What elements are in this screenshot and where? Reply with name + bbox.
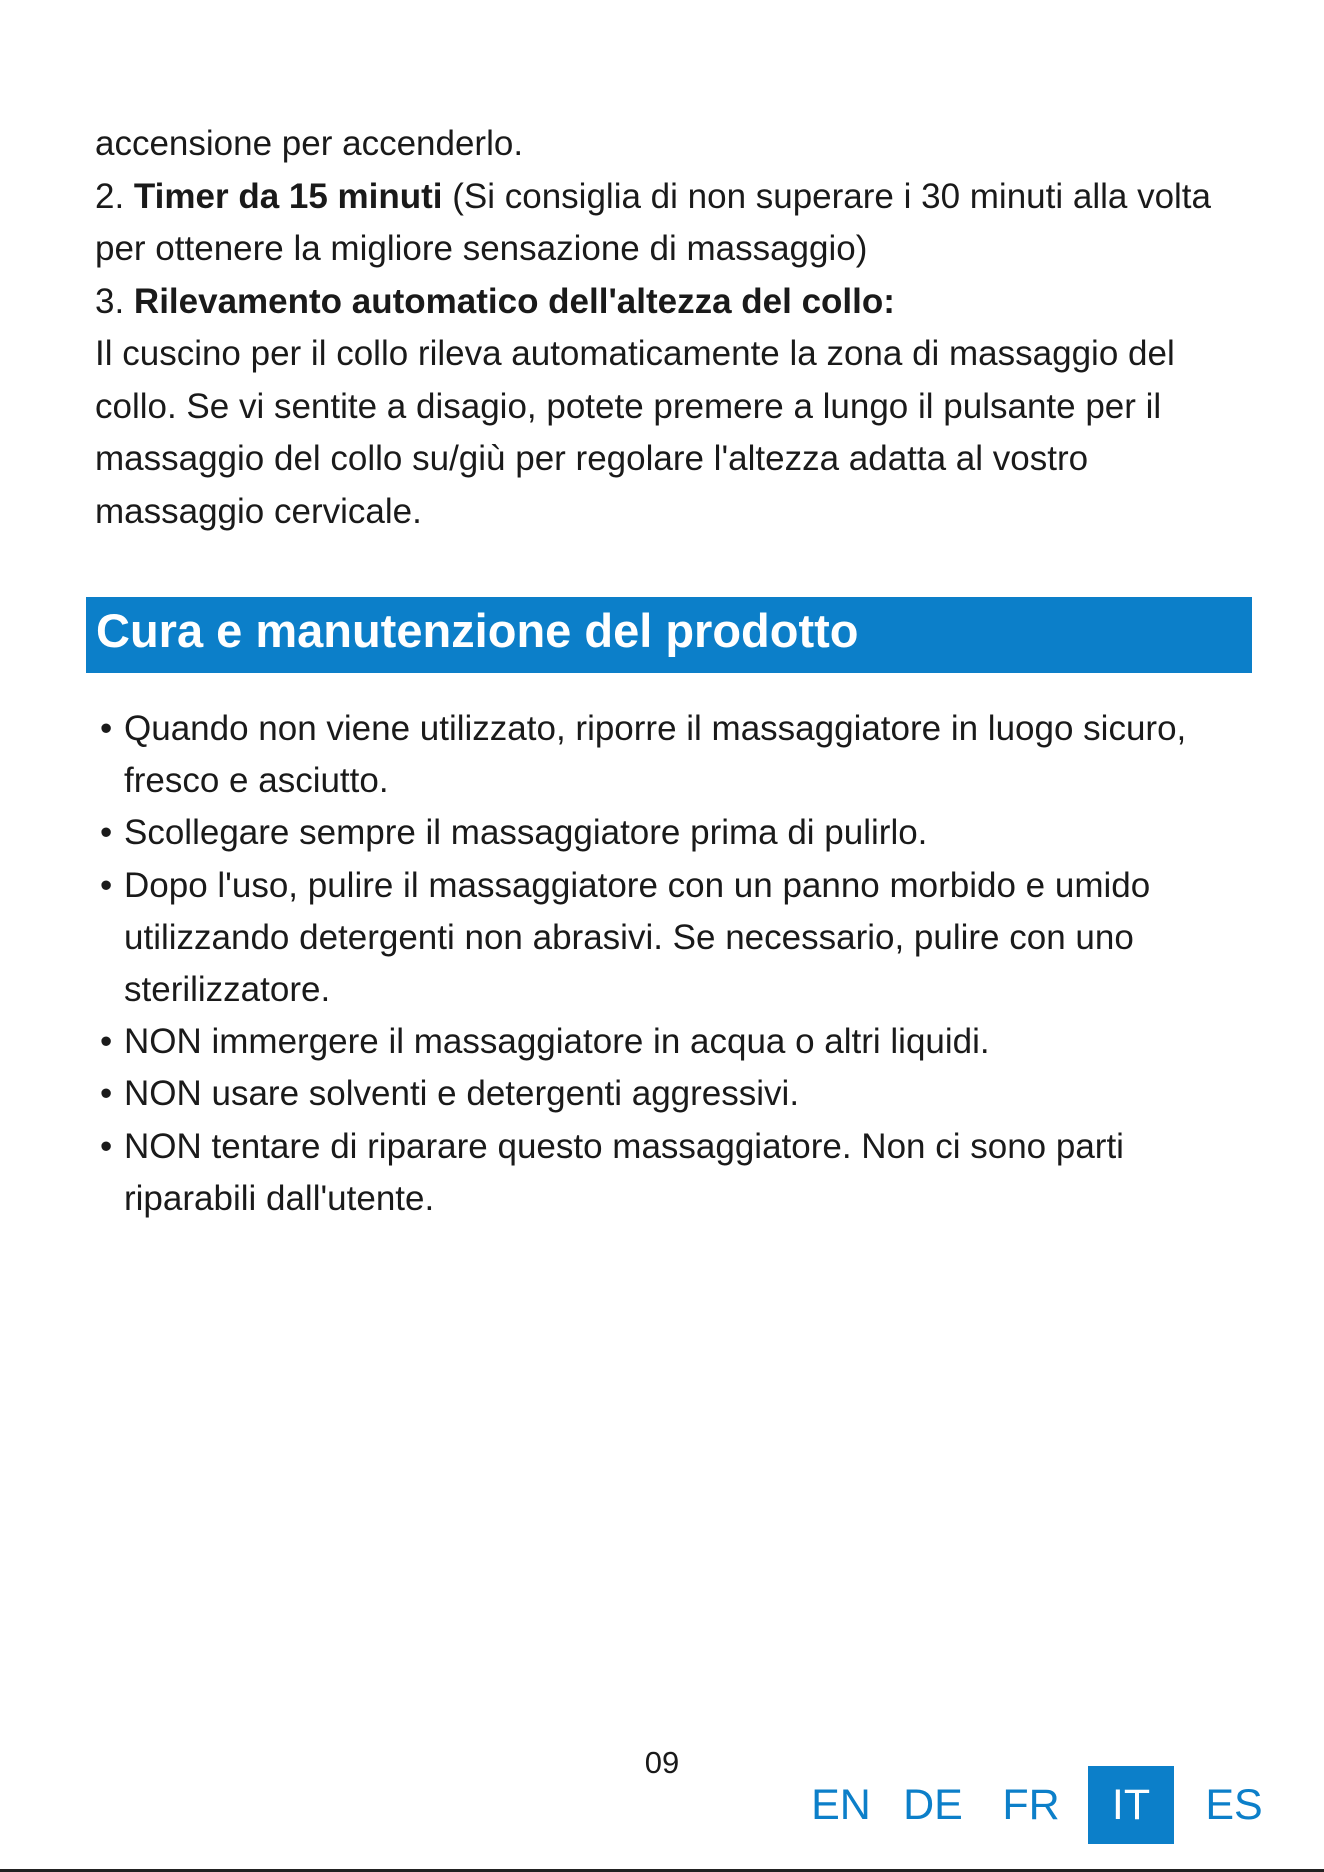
list-item-text: NON usare solventi e detergenti aggressivi. (124, 1074, 800, 1114)
tab-es[interactable]: ES (1205, 1781, 1263, 1829)
tab-de[interactable]: DE (903, 1781, 963, 1829)
list-item-text: Dopo l'uso, pulire il massaggiatore con un panno morbido e umido utilizzando detergenti non abrasivi. Se necessario, pulire con uno sterilizzatore. (124, 865, 1151, 1010)
list-item-text: Quando non viene utilizzato, riporre il massaggiatore in luogo sicuro, fresco e asciutto. (124, 709, 1187, 801)
timer-item (95, 171, 1255, 276)
timer-item-number: 2. (95, 176, 134, 216)
timer-item-text: (Si consiglia di non superare i 30 minuti alla volta per ottenere la migliore sensazione di massaggio) (95, 176, 1211, 268)
bullet-icon: • (100, 813, 113, 853)
height-detection-text: Il cuscino per il collo rileva automaticamente la zona di massaggio del collo. Se vi sentite a disagio, potete premere a lungo il pulsante per il massaggio del collo su/giù per regolare l'altezza adatta al vostro massaggio cervicale. (95, 334, 1175, 531)
list-item-text: Scollegare sempre il massaggiatore prima di pulirlo. (124, 813, 928, 853)
timer-item-title: Timer da 15 minuti (133, 176, 443, 216)
bullet-icon: • (100, 1126, 113, 1166)
tab-fr[interactable]: FR (1002, 1781, 1060, 1829)
list-item (100, 703, 1260, 807)
list-item (100, 860, 1260, 1017)
tab-it[interactable]: IT (1088, 1766, 1174, 1844)
tab-en[interactable]: EN (811, 1781, 871, 1829)
height-detection-number: 3. (95, 281, 134, 321)
bullet-icon: • (100, 1022, 113, 1062)
list-item-text: NON tentare di riparare questo massaggiatore. Non ci sono parti riparabili dall'utente. (124, 1126, 1124, 1218)
list-item (100, 1068, 1260, 1120)
list-item-text: NON immergere il massaggiatore in acqua o altri liquidi. (124, 1022, 990, 1062)
care-list (100, 703, 1260, 1225)
section-title: Cura e manutenzione del prodotto (96, 604, 859, 657)
intro-line: accensione per accenderlo. (95, 124, 524, 163)
bullet-icon: • (100, 1074, 113, 1114)
height-detection-title: Rilevamento automatico dell'altezza del collo: (133, 281, 895, 321)
bullet-icon: • (100, 709, 113, 748)
list-item (100, 1016, 1260, 1068)
intro-text (95, 118, 1255, 538)
list-item (100, 1121, 1260, 1225)
bullet-icon: • (100, 865, 113, 905)
list-item (100, 807, 1260, 859)
page-number: 09 (644, 1745, 680, 1780)
section-header (86, 597, 1252, 673)
height-detection-item (95, 276, 1255, 329)
